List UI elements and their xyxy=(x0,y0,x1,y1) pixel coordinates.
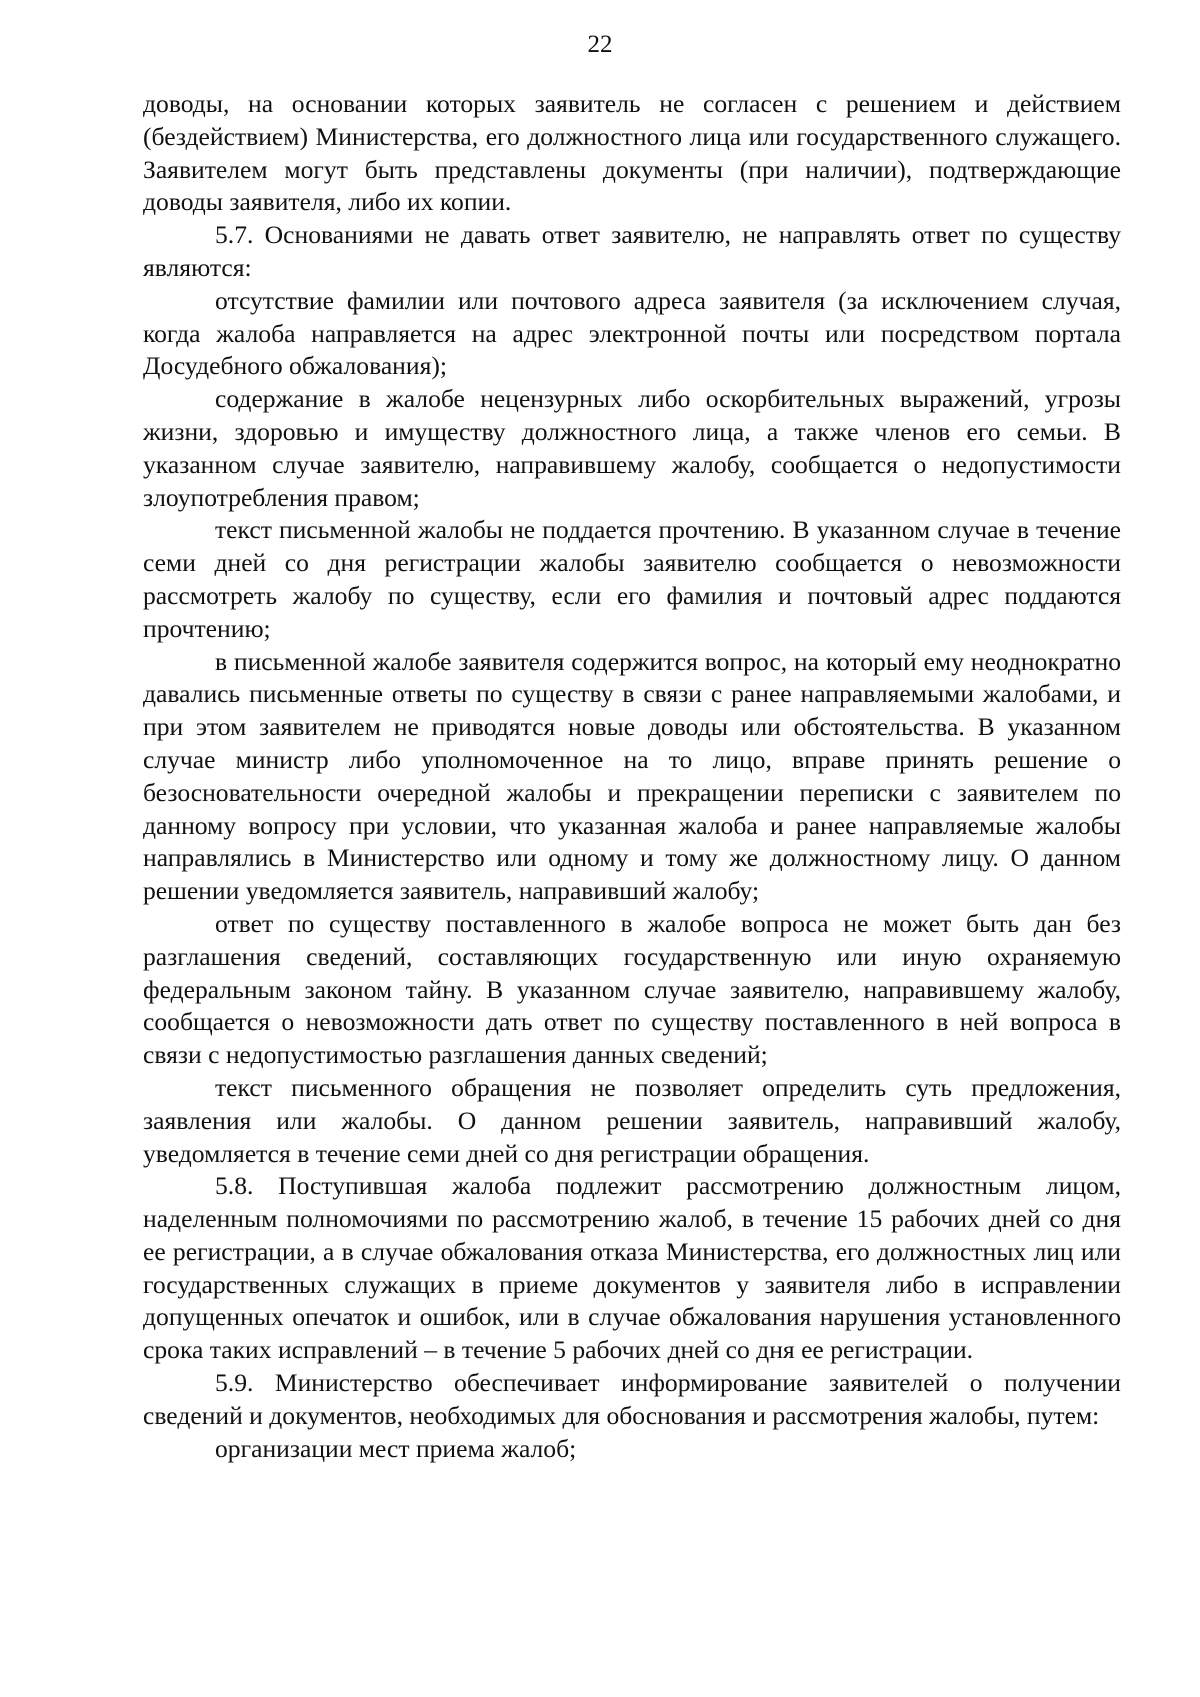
paragraph-5-7: 5.7. Основаниями не давать ответ заявителю, не направлять ответ по существу являются: xyxy=(143,220,1121,282)
page-number: 22 xyxy=(587,31,613,58)
paragraph-ground-obscene-content: содержание в жалобе нецензурных либо оскорбительных выражений, угрозы жизни, здоровью и имуществу должностного лица, а также членов его семьи. В указанном случае заявителю, направившему жалобу, сообщается о недопустимости злоупотребления правом; xyxy=(143,384,1121,512)
paragraph-ground-repeated-question: в письменной жалобе заявителя содержится вопрос, на который ему неоднократно давались письменные ответы по существу в связи с ранее направляемыми жалобами, и при этом заявителем не приводятся новые доводы или обстоятельства. В указанном случае министр либо уполномоченное на то лицо, вправе принять решение о безосновательности очередной жалобы и прекращении переписки с заявителем по данному вопросу при условии, что указанная жалоба и ранее направляемые жалобы направлялись в Министерство или одному и тому же должностному лицу. О данном решении уведомляется заявитель, направивший жалобу; xyxy=(143,646,1121,906)
paragraph-continuation: доводы, на основании которых заявитель не согласен с решением и действием (бездействием) Министерства, его должностного лица или государственного служащего. Заявителем могут быть представлены документы (при наличии), подтверждающие доводы заявителя, либо их копии. xyxy=(143,89,1121,217)
paragraph-ground-no-name-or-address: отсутствие фамилии или почтового адреса заявителя (за исключением случая, когда жалоба направляется на адрес электронной почты или посредством портала Досудебного обжалования); xyxy=(143,285,1121,381)
paragraph-ground-secret-information: ответ по существу поставленного в жалобе вопроса не может быть дан без разглашения сведений, составляющих государственную или иную охраняемую федеральным законом тайну. В указанном случае заявителю, направившему жалобу, сообщается о невозможности дать ответ по существу поставленного в ней вопроса в связи с недопустимостью разглашения данных сведений; xyxy=(143,908,1121,1070)
paragraph-5-9: 5.9. Министерство обеспечивает информирование заявителей о получении сведений и документов, необходимых для обоснования и рассмотрения жалобы, путем: xyxy=(143,1368,1121,1430)
paragraph-ground-unreadable-text: текст письменной жалобы не поддается прочтению. В указанном случае в течение семи дней со дня регистрации жалобы заявителю сообщается о невозможности рассмотреть жалобу по существу, если его фамилия и почтовый адрес поддаются прочтению; xyxy=(143,515,1121,643)
document-body xyxy=(143,88,1121,1465)
paragraph-5-8: 5.8. Поступившая жалоба подлежит рассмотрению должностным лицом, наделенным полномочиями по рассмотрению жалоб, в течение 15 рабочих дней со дня ее регистрации, а в случае обжалования отказа Министерства, его должностных лиц или государственных служащих в приеме документов у заявителя либо в исправлении допущенных опечаток и ошибок, или в случае обжалования нарушения установленного срока таких исправлений – в течение 5 рабочих дней со дня ее регистрации. xyxy=(143,1171,1121,1365)
paragraph-ground-unclear-essence: текст письменного обращения не позволяет определить суть предложения, заявления или жалобы. О данном решении заявитель, направивший жалобу, уведомляется в течение семи дней со дня регистрации обращения. xyxy=(143,1072,1121,1168)
paragraph-reception-places: организации мест приема жалоб; xyxy=(215,1433,577,1463)
